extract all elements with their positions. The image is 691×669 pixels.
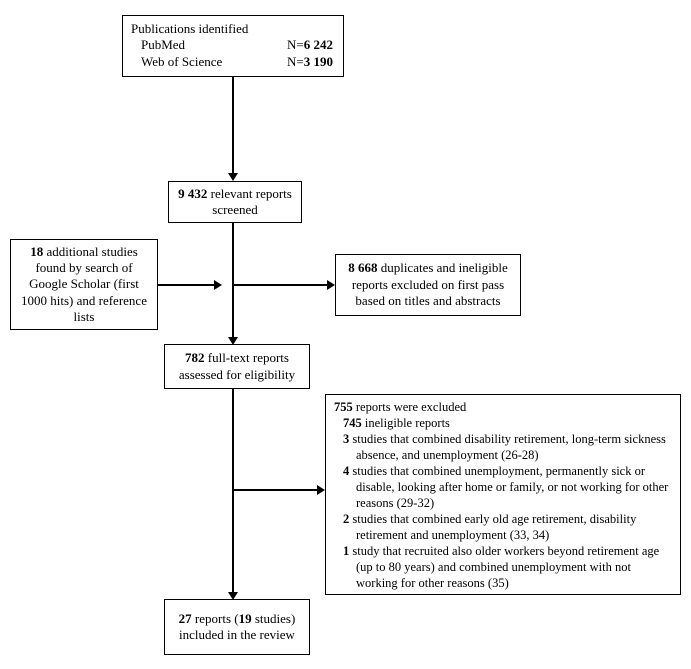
excluded-header: 755 reports were excluded (334, 400, 467, 414)
identified-wos-count: N=3 190 (287, 53, 333, 69)
arrowhead-screened (228, 173, 238, 181)
arrowhead-duplicates (327, 280, 335, 290)
identified-wos-label: Web of Science (141, 53, 223, 69)
identified-title: Publications identified (131, 21, 249, 36)
fulltext-box (164, 344, 310, 389)
excluded-item-unemployment-combined: 4 studies that combined unemployment, permanently sick or disable, looking after home or family, or not working for other reasons (29-32) (343, 464, 669, 510)
identified-row-pubmed (131, 37, 333, 53)
connector-additional (158, 284, 214, 286)
excluded-item-older-workers: 1 study that recruited also older workers beyond retirement age (up to 80 years) and combined unemployment with not working for other reasons (35) (343, 544, 660, 590)
fulltext-text: 782 full-text reports assessed for eligibility (178, 350, 296, 382)
excluded-item-disability-combined: 3 studies that combined disability retirement, long-term sickness absence, and unemployment (26-28) (343, 432, 666, 462)
included-box (164, 599, 310, 655)
duplicates-excluded-text: 8 668 duplicates and ineligible reports excluded on first pass based on titles and abstracts (348, 260, 508, 309)
connector-screened-to-fulltext (232, 223, 234, 338)
screened-box (168, 181, 302, 223)
arrowhead-additional (214, 280, 222, 290)
additional-studies-text: 18 additional studies found by search of Google Scholar (first 1000 hits) and reference lists (21, 243, 147, 325)
duplicates-excluded-box (335, 254, 521, 316)
identified-pubmed-count: N=6 242 (287, 37, 333, 53)
identified-pubmed-label: PubMed (141, 37, 186, 53)
identified-row-wos (131, 54, 333, 70)
publications-identified-box (122, 15, 344, 77)
connector-excluded (233, 489, 317, 491)
screened-text: 9 432 relevant reports screened (178, 185, 292, 217)
connector-identified-to-screened (232, 77, 234, 174)
included-text: 27 reports (19 studies) included in the review (178, 610, 296, 642)
additional-studies-box (10, 239, 158, 330)
reports-excluded-box (325, 394, 681, 595)
arrowhead-excluded (317, 485, 325, 495)
excluded-item-ineligible: 745 ineligible reports (343, 416, 450, 430)
excluded-item-early-retirement-combined: 2 studies that combined early old age retirement, disability retirement and unemployment (33, 34) (343, 512, 637, 542)
connector-duplicates (233, 284, 327, 286)
connector-fulltext-to-included (232, 389, 234, 593)
